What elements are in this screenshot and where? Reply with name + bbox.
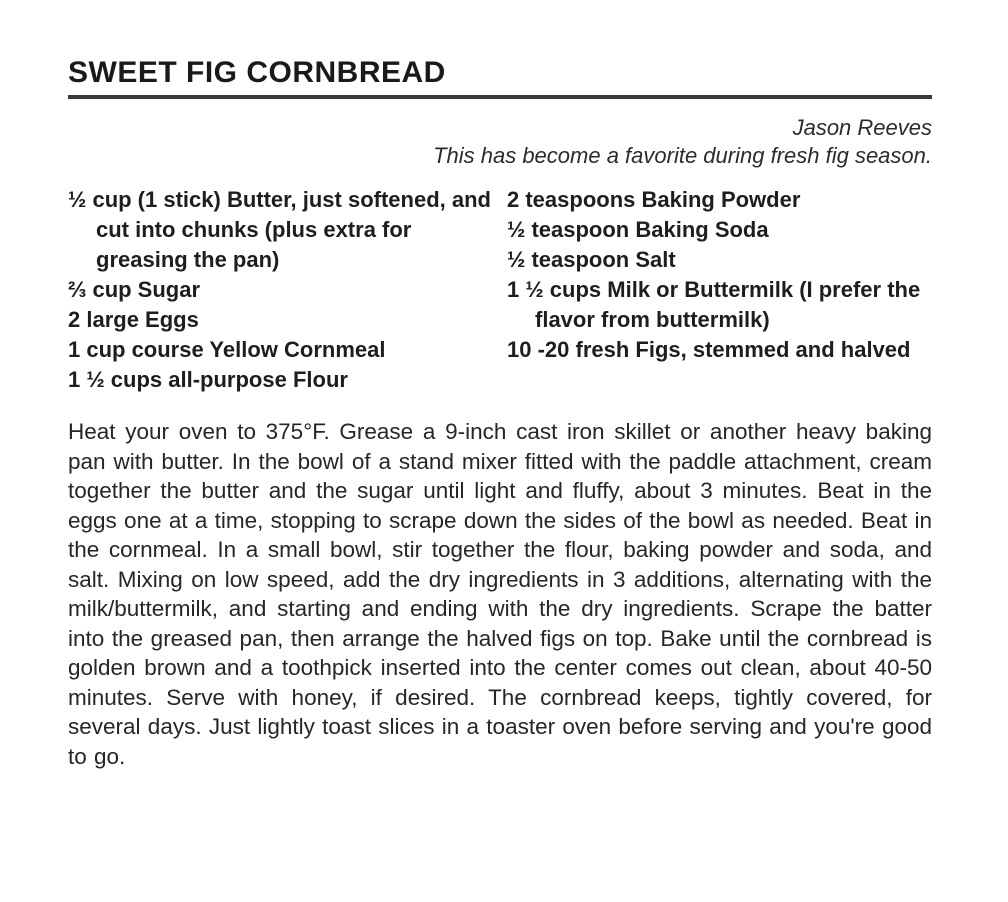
recipe-tagline: This has become a favorite during fresh fig season. <box>433 143 932 168</box>
title-divider-rule <box>68 95 932 99</box>
ingredient-item: ½ cup (1 stick) Butter, just softened, and cut into chunks (plus extra for greasing the pan) <box>68 187 491 272</box>
ingredients-section <box>68 185 932 395</box>
ingredients-list-right <box>507 185 932 395</box>
recipe-author: Jason Reeves <box>792 115 932 140</box>
attribution-block <box>68 114 932 170</box>
ingredient-item: 1 ½ cups Milk or Buttermilk (I prefer the flavor from buttermilk) <box>507 277 921 332</box>
ingredient-item: 10 -20 fresh Figs, stemmed and halved <box>507 337 911 362</box>
ingredient-item: 2 large Eggs <box>68 307 199 332</box>
ingredient-item: 1 ½ cups all-purpose Flour <box>68 367 348 392</box>
ingredient-item: ½ teaspoon Baking Soda <box>507 217 769 242</box>
ingredients-list-left <box>68 185 507 395</box>
recipe-title: SWEET FIG CORNBREAD <box>68 56 446 89</box>
ingredient-item: ½ teaspoon Salt <box>507 247 676 272</box>
instructions-paragraph: Heat your oven to 375°F. Grease a 9-inch cast iron skillet or another heavy baking pan with butter. In the bowl of a stand mixer fitted with the paddle attachment, cream together the butter and the sugar until light and fluffy, about 3 minutes. Beat in the eggs one at a time, stopping to scrape down the sides of the bowl as needed. Beat in the cornmeal. In a small bowl, stir together the flour, baking powder and soda, and salt. Mixing on low speed, add the dry ingredients in 3 additions, alternating with the milk/buttermilk, and starting and ending with the dry ingredients. Scrape the batter into the greased pan, then arrange the halved figs on top. Bake until the cornbread is golden brown and a toothpick inserted into the center comes out clean, about 40-50 minutes. Serve with honey, if desired. The cornbread keeps, tightly covered, for several days. Just lightly toast slices in a toaster oven before serving and you're good to go. <box>68 419 932 769</box>
ingredient-item: 1 cup course Yellow Cornmeal <box>68 337 386 362</box>
ingredient-item: ⅔ cup Sugar <box>68 277 201 302</box>
ingredient-item: 2 teaspoons Baking Powder <box>507 187 801 212</box>
